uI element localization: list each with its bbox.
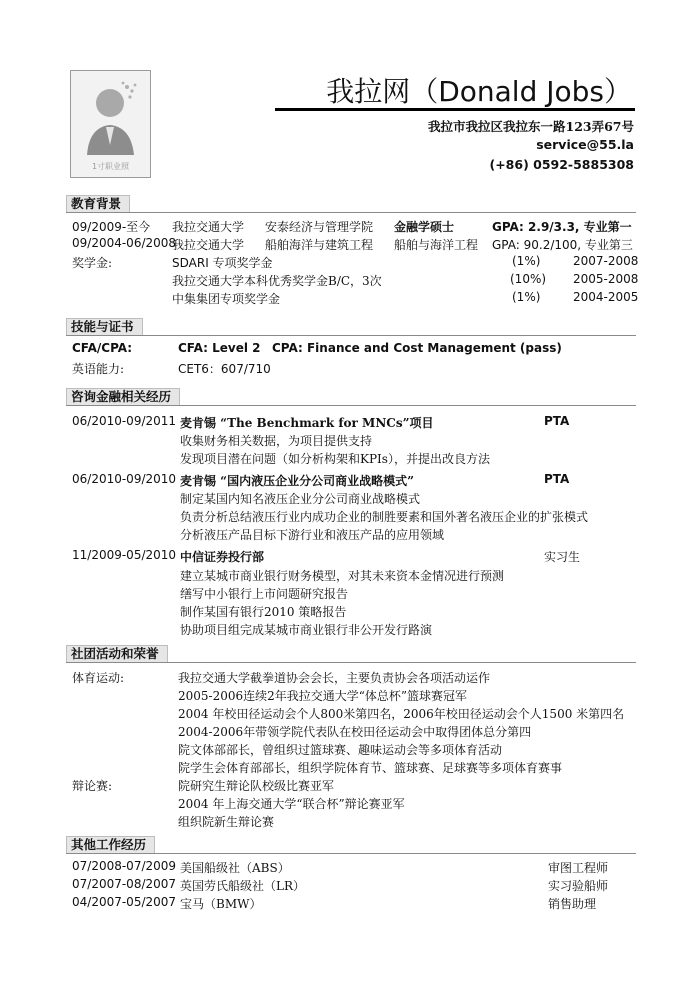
activity-item: 2004 年校田径运动会个人800米第四名，2006年校田径运动会个人1500 米第四名 [178,707,625,721]
job-org: 麦肯锡 “国内液压企业分公司商业战略模式” [180,474,414,488]
job-duty: 负责分析总结液压行业内成功企业的制胜要素和国外著名液压企业的扩张模式 [180,510,589,524]
edu-gpa: GPA: 2.9/3.3, 专业第一 [492,220,632,234]
edu-gpa: GPA: 90.2/100, 专业第三 [492,238,633,252]
debate-label: 辩论赛: [72,779,113,793]
scholarship-name: 我拉交通大学本科优秀奖学金B/C，3次 [172,274,382,288]
scholarship-pct: (10%) [510,272,547,286]
english-label: 英语能力: [72,362,125,376]
cfa-cpa-label: CFA/CPA: [72,341,133,355]
activity-item: 院文体部部长，曾组织过篮球赛、趣味运动会等多项体育活动 [178,743,503,757]
debate-item: 2004 年上海交通大学“联合杯”辩论赛亚军 [178,797,405,811]
job-duty: 发现项目潜在问题（如分析构架和KPIs），并提出改良方法 [180,452,490,466]
edu-degree: 船舶与海洋工程 [394,238,479,252]
job-date: 06/2010-09/2010 [72,472,177,486]
scholarship-name: 中集集团专项奖学金 [172,292,281,306]
section-divider [66,853,636,854]
section-consulting [66,388,636,406]
activity-item: 院学生会体育部部长，组织学院体育节、篮球赛、足球赛等多项体育赛事 [178,761,563,775]
edu-school: 我拉交通大学 [172,220,245,234]
job-org: 中信证券投行部 [180,550,265,564]
english-score: CET6：607/710 [178,362,271,376]
scholarship-pct: (1%) [512,290,541,304]
job-role: PTA [544,414,570,428]
section-title: 技能与证书 [66,318,143,336]
job-duty: 制定某国内知名液压企业分公司商业战略模式 [180,492,421,506]
edu-date: 09/2009-至今 [72,220,151,234]
edu-degree: 金融学硕士 [394,220,455,234]
sports-label: 体育运动: [72,671,125,685]
other-org: 英国劳氏船级社（LR） [180,879,306,893]
job-date: 11/2009-05/2010 [72,548,177,562]
section-title: 咨询金融相关经历 [66,388,180,406]
job-duty: 制作某国有银行2010 策略报告 [180,605,347,619]
section-activities [66,645,636,663]
scholarship-name: SDARI 专项奖学金 [172,256,273,270]
section-divider [66,405,636,406]
section-education [66,195,636,213]
address: 我拉市我拉区我拉东一路123弄67号 [428,119,634,134]
other-org: 美国船级社（ABS） [180,861,290,875]
debate-item: 组织院新生辩论赛 [178,815,275,829]
activity-item: 我拉交通大学截拳道协会会长，主要负责协会各项活动运作 [178,671,491,685]
job-duty: 建立某城市商业银行财务模型，对其未来资本金情况进行预测 [180,569,505,583]
other-role: 审图工程师 [548,861,609,875]
job-role: PTA [544,472,570,486]
header-rule [275,108,635,111]
other-role: 实习验船师 [548,879,609,893]
job-role: 实习生 [544,550,581,564]
section-other-work [66,836,636,854]
scholarship-pct: (1%) [512,254,541,268]
section-divider [66,662,636,663]
section-skills [66,318,636,336]
cfa-level: CFA: Level 2 [178,341,261,355]
job-duty: 分析液压产品目标下游行业和液压产品的应用领域 [180,528,445,542]
candidate-name: 我拉网（Donald Jobs） [326,75,632,108]
edu-dept: 船舶海洋与建筑工程 [265,238,374,252]
section-title: 其他工作经历 [66,836,155,854]
other-date: 07/2007-08/2007 [72,877,177,891]
activity-item: 2005-2006连续2年我拉交通大学“体总杯”篮球赛冠军 [178,689,468,703]
edu-dept: 安泰经济与管理学院 [265,220,374,234]
section-divider [66,212,636,213]
cpa-status: CPA: Finance and Cost Management (pass) [272,341,562,355]
profile-photo [70,70,151,178]
scholarship-label: 奖学金: [72,256,113,270]
edu-school: 我拉交通大学 [172,238,245,252]
job-duty: 协助项目组完成某城市商业银行非公开发行路演 [180,623,433,637]
debate-item: 院研究生辩论队校级比赛亚军 [178,779,335,793]
photo-caption: 1寸职业照 [91,162,130,171]
email[interactable]: service@55.la [536,137,634,152]
section-title: 社团活动和荣誉 [66,645,168,663]
job-duty: 收集财务相关数据，为项目提供支持 [180,434,373,448]
other-role: 销售助理 [548,897,597,911]
other-org: 宝马（BMW） [180,897,262,911]
job-date: 06/2010-09/2011 [72,414,177,428]
other-date: 07/2008-07/2009 [72,859,177,873]
job-duty: 缮写中小银行上市问题研究报告 [180,587,349,601]
other-date: 04/2007-05/2007 [72,895,177,909]
scholarship-years: 2004-2005 [573,290,639,304]
scholarship-years: 2007-2008 [573,254,639,268]
phone: (+86) 0592-5885308 [489,157,634,172]
activity-item: 2004-2006年带领学院代表队在校田径运动会中取得团体总分第四 [178,725,532,739]
scholarship-years: 2005-2008 [573,272,639,286]
job-org: 麦肯锡 “The Benchmark for MNCs”项目 [180,416,434,430]
section-title: 教育背景 [66,195,130,213]
edu-date: 09/2004-06/2008 [72,236,177,250]
section-divider [66,335,636,336]
person-silhouette-icon [75,75,146,159]
